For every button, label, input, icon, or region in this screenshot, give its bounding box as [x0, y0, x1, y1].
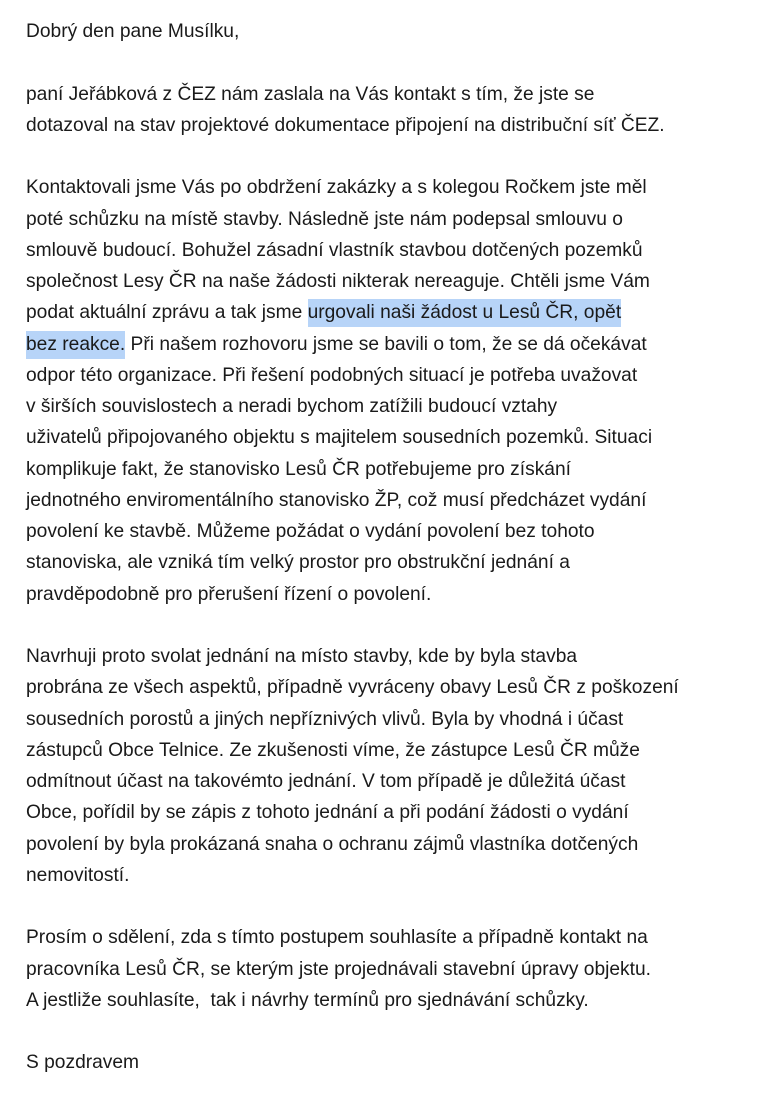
- text-line: probrána ze všech aspektů, případně vyvráceny obavy Lesů ČR z poškození: [26, 677, 679, 699]
- paragraph-4: [26, 922, 756, 1016]
- text-line: A jestliže souhlasíte, tak i návrhy termínů pro sjednávání schůzky.: [26, 989, 589, 1011]
- paragraph-spacer: [26, 47, 756, 78]
- text-line: odmítnout účast na takovémto jednání. V tom případě je důležitá účast: [26, 771, 626, 792]
- text-line: smlouvě budoucí. Bohužel zásadní vlastník stavbou dotčených pozemků: [26, 239, 643, 261]
- text-line: dotazoval na stav projektové dokumentace připojení na distribuční síť ČEZ.: [26, 114, 665, 136]
- selected-text-highlight[interactable]: bez reakce.: [26, 331, 125, 359]
- text-line: [26, 297, 756, 328]
- text-line: Navrhuji proto svolat jednání na místo stavby, kde by byla stavba: [26, 646, 578, 667]
- text-line: paní Jeřábková z ČEZ nám zaslala na Vás kontakt s tím, že jste se: [26, 83, 595, 105]
- text-line: v širších souvislostech a neradi bychom zatížili budoucí vztahy: [26, 396, 558, 417]
- text-line: odpor této organizace. Při řešení podobných situací je potřeba uvažovat: [26, 364, 638, 386]
- paragraph-spacer: [26, 1016, 756, 1047]
- text-line: povolení ke stavbě. Můžeme požádat o vydání povolení bez tohoto: [26, 521, 595, 542]
- text-line: sousedních porostů a jiných nepříznivých vlivů. Byla by vhodná i účast: [26, 708, 624, 730]
- text-line: Kontaktovali jsme Vás po obdržení zakázky a s kolegou Ročkem jste měl: [26, 177, 647, 199]
- closing: S pozdravem: [26, 1052, 140, 1074]
- text-line: povolení by byla prokázaná snaha o ochranu zájmů vlastníka dotčených: [26, 833, 639, 855]
- text-line: Obce, pořídil by se zápis z tohoto jednání a při podání žádosti o vydání: [26, 802, 629, 824]
- text-line: nemovitostí.: [26, 864, 130, 886]
- text-line: komplikuje fakt, že stanovisko Lesů ČR potřebujeme pro získání: [26, 458, 571, 480]
- paragraph-2: [26, 172, 756, 610]
- text-line: [26, 329, 756, 360]
- email-body: [26, 16, 756, 1079]
- text-segment: Při našem rozhovoru jsme se bavili o tom, že se dá očekávat: [125, 333, 647, 355]
- text-line: uživatelů připojovaného objektu s majitelem sousedních pozemků. Situaci: [26, 427, 653, 449]
- text-segment: podat aktuální zprávu a tak jsme: [26, 302, 308, 324]
- text-line: Prosím o sdělení, zda s tímto postupem souhlasíte a případně kontakt na: [26, 927, 648, 949]
- text-line: poté schůzku na místě stavby. Následně jste nám podepsal smlouvu o: [26, 208, 623, 230]
- greeting: Dobrý den pane Musílku,: [26, 21, 240, 42]
- text-line: pravděpodobně pro přerušení řízení o povolení.: [26, 583, 432, 605]
- paragraph-spacer: [26, 891, 756, 922]
- selected-text-highlight[interactable]: urgovali naši žádost u Lesů ČR, opět: [308, 299, 622, 327]
- text-line: společnost Lesy ČR na naše žádosti nikterak nereaguje. Chtěli jsme Vám: [26, 271, 650, 292]
- paragraph-3: [26, 641, 756, 891]
- paragraph-spacer: [26, 141, 756, 172]
- text-line: stanoviska, ale vzniká tím velký prostor pro obstrukční jednání a: [26, 552, 570, 574]
- paragraph-spacer: [26, 610, 756, 641]
- text-line: pracovníka Lesů ČR, se kterým jste projednávali stavební úpravy objektu.: [26, 958, 651, 980]
- text-line: jednotného enviromentálního stanovisko ŽP, což musí předcházet vydání: [26, 489, 647, 511]
- paragraph-1: [26, 79, 756, 142]
- text-line: zástupců Obce Telnice. Ze zkušenosti víme, že zástupce Lesů ČR může: [26, 739, 640, 761]
